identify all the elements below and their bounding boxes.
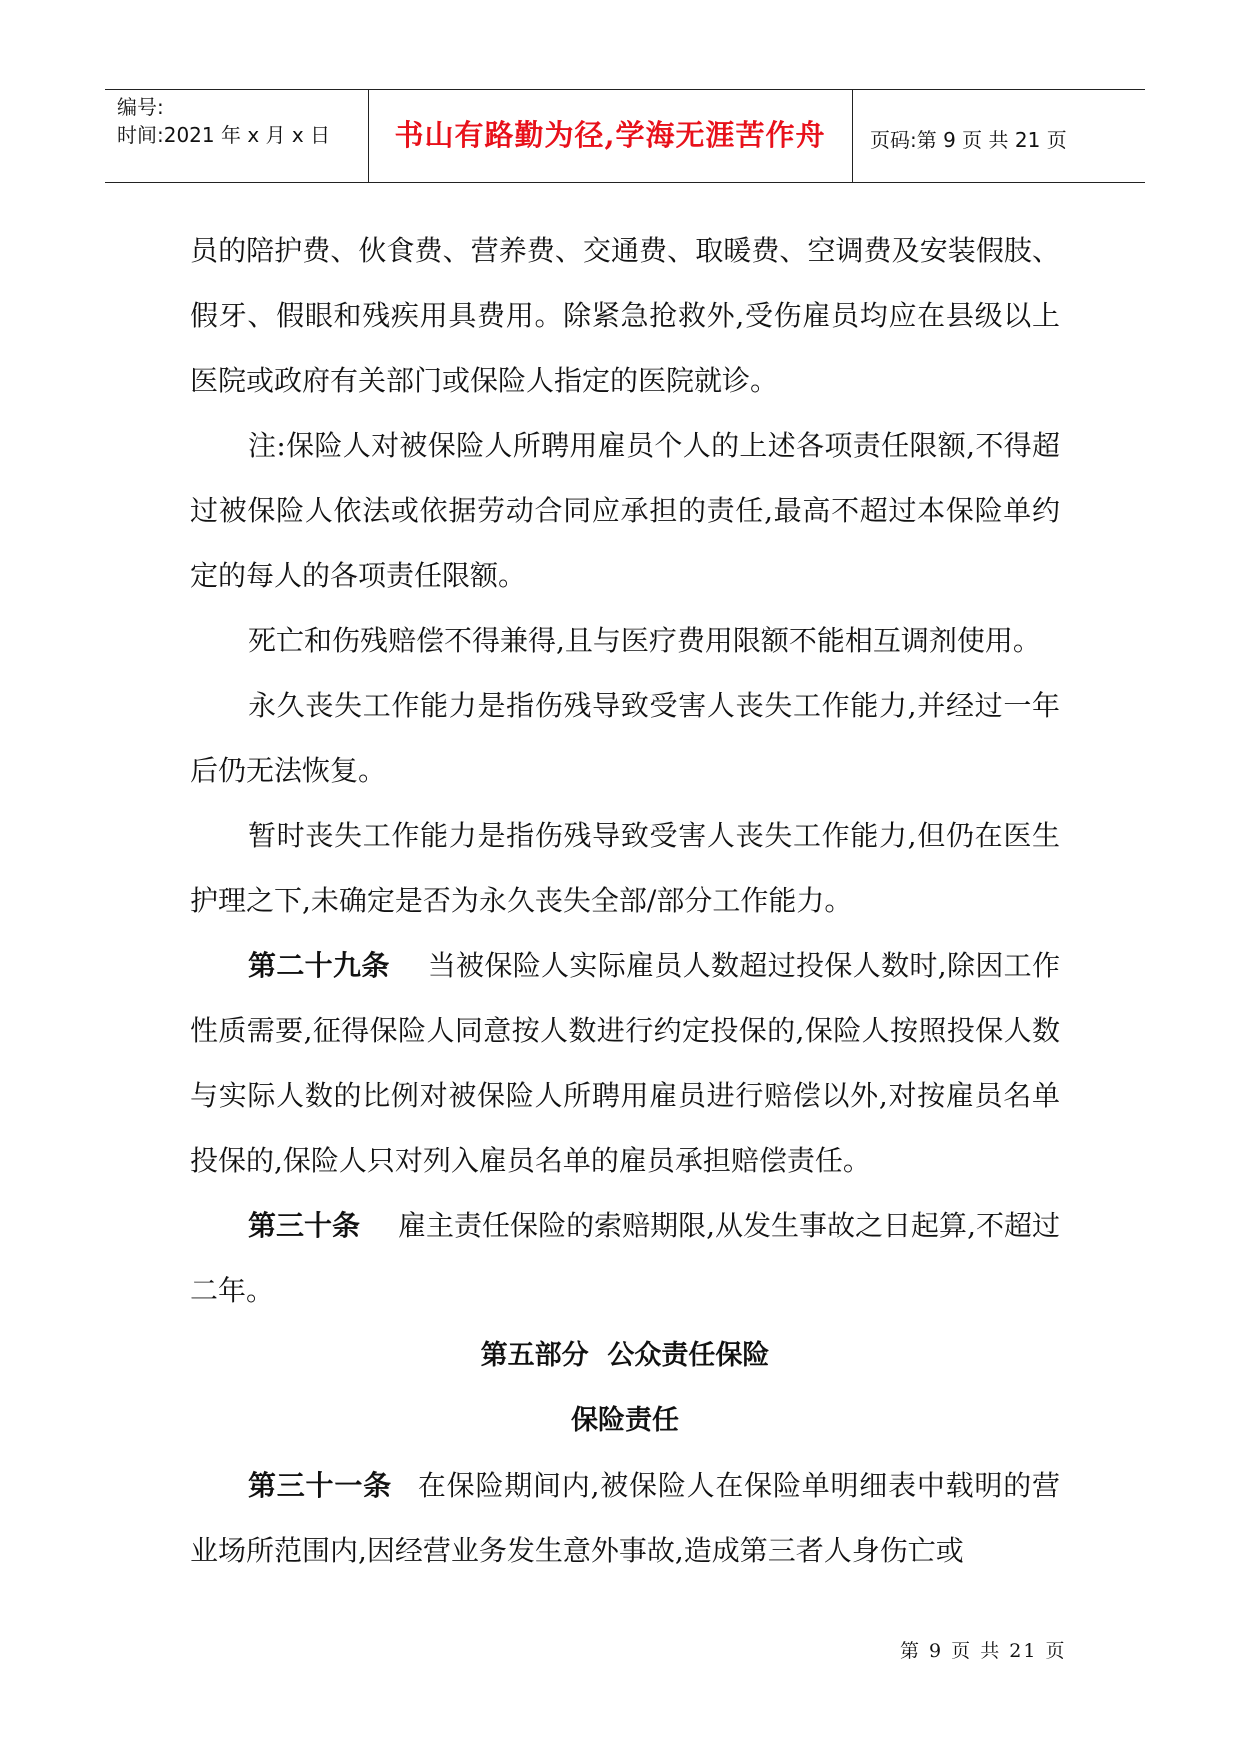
article-30-title: 第三十条 xyxy=(248,1209,361,1242)
article-29-text: 当被保险人实际雇员人数超过投保人数时,除因工作性质需要,征得保险人同意按人数进行约定投保的,保险人按照投保人数与实际人数的比例对被保险人所聘用雇员进行赔偿以外,对按雇员名单投保的,保险人只对列入雇员名单的雇员承担赔偿责任。 xyxy=(190,949,1060,1177)
paragraph-continued: 员的陪护费、伙食费、营养费、交通费、取暖费、空调费及安装假肢、假牙、假眼和残疾用具费用。除紧急抢救外,受伤雇员均应在县级以上医院或政府有关部门或保险人指定的医院就诊。 xyxy=(190,234,1060,397)
paragraph-permanent-disability: 永久丧失工作能力是指伤残导致受害人丧失工作能力,并经过一年后仍无法恢复。 xyxy=(190,689,1060,787)
article-30-text: 雇主责任保险的索赔期限,从发生事故之日起算,不超过二年。 xyxy=(190,1209,1060,1307)
header-motto: 书山有路勤为径,学海无涯苦作舟 xyxy=(394,118,826,152)
header-meta xyxy=(117,93,330,149)
article-29-title: 第二十九条 xyxy=(248,949,390,982)
article-29 xyxy=(190,933,1060,1193)
article-31-title: 第三十一条 xyxy=(248,1469,392,1502)
document-time-label: 时间:2021 年 x 月 x 日 xyxy=(117,123,331,147)
document-number-label: 编号: xyxy=(117,95,164,119)
article-30 xyxy=(190,1193,1060,1323)
article-31-text: 在保险期间内,被保险人在保险单明细表中载明的营业场所范围内,因经营业务发生意外事故,造成第三者人身伤亡或 xyxy=(190,1469,1060,1567)
page-footer: 第 9 页 共 21 页 xyxy=(900,1640,1067,1662)
header-page-info: 页码:第 9 页 共 21 页 xyxy=(870,128,1067,152)
paragraph-temporary-disability: 暂时丧失工作能力是指伤残导致受害人丧失工作能力,但仍在医生护理之下,未确定是否为永久丧失全部/部分工作能力。 xyxy=(190,819,1060,917)
document-body xyxy=(190,218,1060,1583)
subsection-title: 保险责任 xyxy=(571,1405,679,1436)
paragraph-note: 注:保险人对被保险人所聘用雇员个人的上述各项责任限额,不得超过被保险人依法或依据劳动合同应承担的责任,最高不超过本保险单约定的每人的各项责任限额。 xyxy=(190,429,1060,592)
header-top-rule xyxy=(105,89,1145,90)
article-31 xyxy=(190,1453,1060,1583)
section-title: 第五部分 公众责任保险 xyxy=(480,1340,770,1371)
header-divider-right xyxy=(852,89,853,182)
paragraph-death-disability: 死亡和伤残赔偿不得兼得,且与医疗费用限额不能相互调剂使用。 xyxy=(248,624,1041,657)
header-bottom-rule xyxy=(105,182,1145,183)
